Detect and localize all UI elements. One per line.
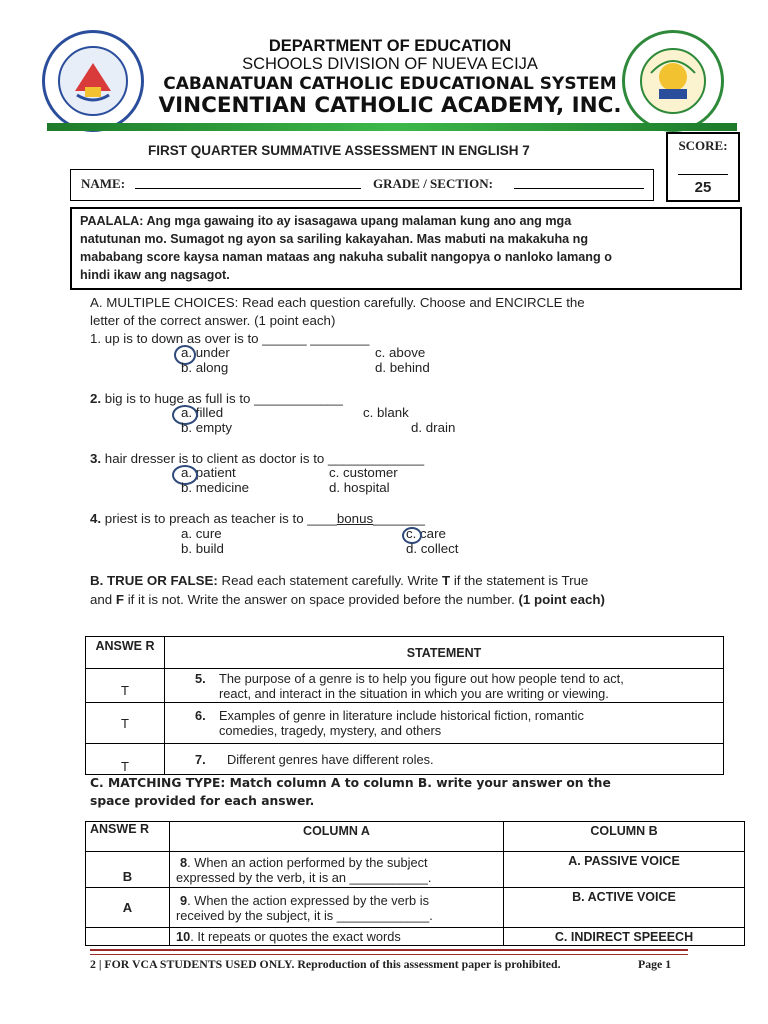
statement-text-cont: comedies, tragedy, mystery, and others <box>219 723 442 738</box>
q2-option-a[interactable]: a. filled <box>181 405 224 420</box>
answer-column-header: ANSWE R <box>86 822 170 852</box>
q2-option-b[interactable]: b. empty <box>181 420 232 435</box>
footer-page-number: Page 1 <box>638 957 672 971</box>
table-row: T 5. The purpose of a genre is to help you figure out how people tend to act, react, and interact in the situation in which you are writing or viewing. <box>86 669 724 703</box>
table-row: 10. It repeats or quotes the exact words C. INDIRECT SPEEECH <box>86 928 745 946</box>
section-c-instructions-cont: space provided for each answer. <box>90 794 315 808</box>
statement-text-cont: react, and interact in the situation in which you are writing or viewing. <box>219 685 609 701</box>
header-division: SCHOOLS DIVISION OF NUEVA ECIJA <box>242 55 538 73</box>
q4-option-a[interactable]: a. cure <box>181 526 222 541</box>
question-3: 3. hair dresser is to client as doctor is to _____________ <box>90 451 425 466</box>
deped-seal-logo <box>42 30 144 132</box>
paalala-box <box>70 207 742 290</box>
answer-cell[interactable] <box>86 928 170 946</box>
q3-option-b[interactable]: b. medicine <box>181 480 249 495</box>
column-b-header: COLUMN B <box>504 822 745 852</box>
table-row: T 7. Different genres have different roles. <box>86 744 724 775</box>
paalala-line: natutunan mo. Sumagot ng ayon sa sariling kakayahan. Mas mabuti na makakuha ng <box>80 232 589 246</box>
q4-option-b[interactable]: b. build <box>181 541 224 556</box>
q4-written-answer: bonus <box>336 511 374 526</box>
question-2: 2. big is to huge as full is to ____________ <box>90 391 343 406</box>
true-false-table <box>85 636 724 775</box>
paalala-line: hindi ikaw ang nagsagot. <box>80 268 230 282</box>
score-box <box>666 132 740 202</box>
section-a-instructions-cont: letter of the correct answer. (1 point each) <box>90 313 336 328</box>
table-row: B 8. When an action performed by the subject expressed by the verb, it is an ___________. A. PASSIVE VOICE <box>86 852 745 888</box>
header-academy: VINCENTIAN CATHOLIC ACADEMY, INC. <box>158 93 622 118</box>
answer-cell[interactable]: T <box>86 703 165 744</box>
column-a-text: . When the action expressed by the verb is <box>187 892 429 908</box>
name-label: NAME: <box>81 176 126 191</box>
column-a-header: COLUMN A <box>170 822 504 852</box>
q2-option-c[interactable]: c. blank <box>363 405 409 420</box>
division-seal-logo <box>622 30 724 132</box>
column-a-text-cont: expressed by the verb, it is an ___________. <box>176 869 432 885</box>
table-row: A 9. When the action expressed by the verb is received by the subject, it is _____________. B. ACTIVE VOICE <box>86 888 745 928</box>
q4-option-c[interactable]: c. care <box>406 526 446 541</box>
paalala-line: mababang score kaysa naman mataas ang nakuha subalit nangopya o nanloko lamang o <box>80 250 612 264</box>
table-header-row <box>86 822 745 852</box>
table-row: T 6. Examples of genre in literature include historical fiction, romantic comedies, tragedy, mystery, and others <box>86 703 724 744</box>
footer-notice: 2 | FOR VCA STUDENTS USED ONLY. Reproduction of this assessment paper is prohibited. <box>90 957 561 971</box>
column-b-text: A. PASSIVE VOICE <box>504 852 745 888</box>
q1-option-c[interactable]: c. above <box>375 345 426 360</box>
q3-option-d[interactable]: d. hospital <box>329 480 390 495</box>
answer-cell[interactable]: T <box>86 669 165 703</box>
question-4: 4. priest is to preach as teacher is to ____bonus_______ <box>90 511 425 526</box>
section-b-instructions: B. TRUE OR FALSE: Read each statement carefully. Write T if the statement is True <box>90 573 589 588</box>
column-a-text: . It repeats or quotes the exact words <box>190 929 401 944</box>
answer-cell[interactable]: B <box>86 852 170 888</box>
q4-option-d[interactable]: d. collect <box>406 541 459 556</box>
deped-seal-emblem <box>45 33 141 129</box>
column-a-text-cont: received by the subject, it is _____________. <box>176 907 433 923</box>
grade-section-label: GRADE / SECTION: <box>373 176 493 191</box>
matching-table <box>85 821 745 946</box>
score-label: SCORE: <box>678 138 728 153</box>
table-header-row <box>86 637 724 669</box>
footer-rule <box>90 949 688 955</box>
statement-text: Different genres have different roles. <box>227 751 434 767</box>
answer-cell[interactable]: A <box>86 888 170 928</box>
name-field[interactable] <box>135 188 361 189</box>
column-b-text: B. ACTIVE VOICE <box>504 888 745 928</box>
statement-text: Examples of genre in literature include historical fiction, romantic <box>219 708 584 723</box>
q2-option-d[interactable]: d. drain <box>411 420 456 435</box>
statement-column-header: STATEMENT <box>165 637 724 669</box>
section-b-instructions-cont: and F if it is not. Write the answer on space provided before the number. (1 point each) <box>90 592 605 607</box>
question-1: 1. up is to down as over is to ______ ________ <box>90 331 370 346</box>
section-a-instructions: A. MULTIPLE CHOICES: Read each question carefully. Choose and ENCIRCLE the <box>90 295 585 310</box>
statement-text: The purpose of a genre is to help you figure out how people tend to act, <box>219 670 624 686</box>
paalala-line: PAALALA: Ang mga gawaing ito ay isasagawa upang malaman kung ano ang mga <box>80 214 572 228</box>
division-seal-emblem <box>625 33 721 129</box>
q3-option-a[interactable]: a. patient <box>181 465 236 480</box>
student-info-box <box>70 169 654 201</box>
answer-cell[interactable]: T <box>86 744 165 775</box>
q3-option-c[interactable]: c. customer <box>329 465 398 480</box>
header-department: DEPARTMENT OF EDUCATION <box>268 37 512 55</box>
q1-option-b[interactable]: b. along <box>181 360 229 375</box>
q1-option-a[interactable]: a. under <box>181 345 230 360</box>
section-c-instructions: C. MATCHING TYPE: Match column A to column B. write your answer on the <box>90 776 611 790</box>
column-b-text: C. INDIRECT SPEEECH <box>504 928 745 946</box>
header-system: CABANATUAN CATHOLIC EDUCATIONAL SYSTEM <box>163 74 617 94</box>
score-rule <box>678 174 728 175</box>
score-value: 25 <box>694 179 712 196</box>
exam-title: FIRST QUARTER SUMMATIVE ASSESSMENT IN ENGLISH 7 <box>148 143 530 158</box>
answer-column-header: ANSWE R <box>86 637 165 669</box>
column-a-text: . When an action performed by the subject <box>187 854 428 870</box>
q1-option-d[interactable]: d. behind <box>375 360 430 375</box>
grade-section-field[interactable] <box>514 188 644 189</box>
header-rule <box>47 123 737 131</box>
